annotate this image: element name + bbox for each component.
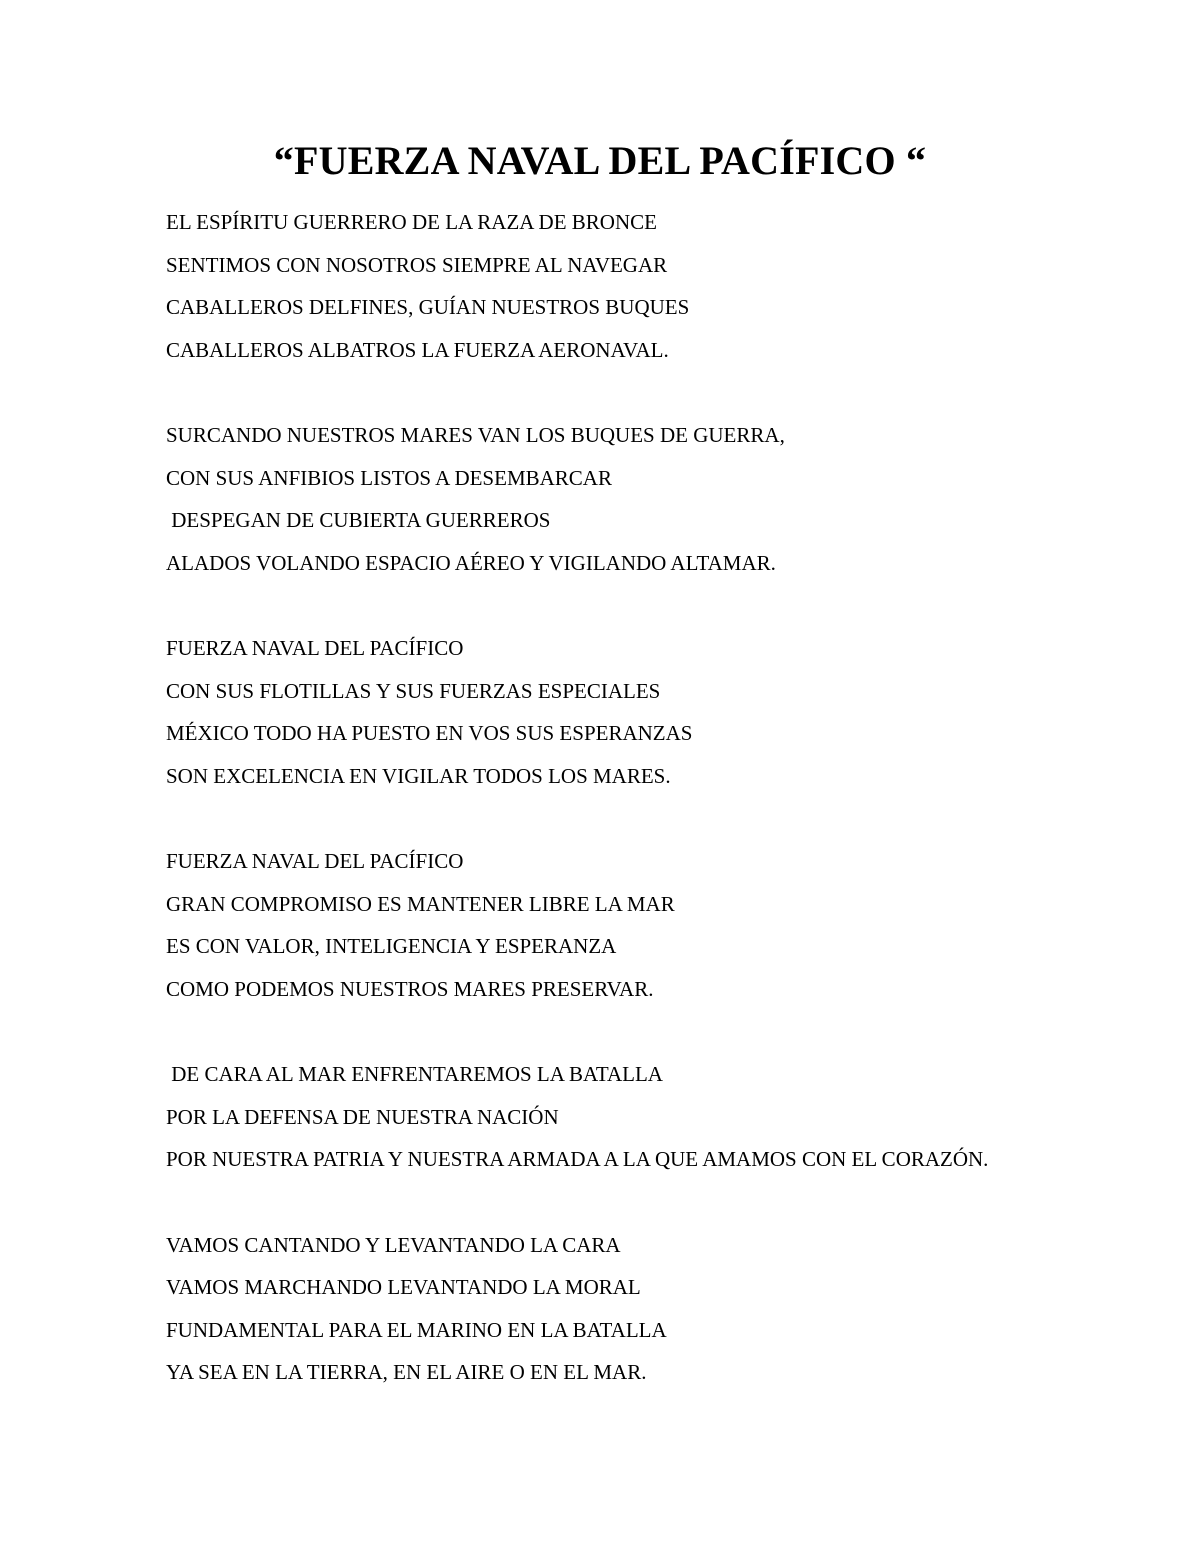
document-title: “FUERZA NAVAL DEL PACÍFICO “: [273, 138, 927, 183]
poem-line: MÉXICO TODO HA PUESTO EN VOS SUS ESPERANZAS: [166, 721, 693, 745]
stanza-3: [166, 627, 1166, 797]
poem-line: DESPEGAN DE CUBIERTA GUERREROS: [166, 508, 551, 532]
poem-line: CABALLEROS DELFINES, GUÍAN NUESTROS BUQUES: [166, 295, 690, 319]
poem-line: FUNDAMENTAL PARA EL MARINO EN LA BATALLA: [166, 1317, 667, 1342]
poem-line: COMO PODEMOS NUESTROS MARES PRESERVAR.: [166, 976, 654, 1001]
poem-line: FUERZA NAVAL DEL PACÍFICO: [166, 636, 464, 660]
poem-line: POR NUESTRA PATRIA Y NUESTRA ARMADA A LA QUE AMAMOS CON EL CORAZÓN.: [166, 1147, 989, 1171]
poem-line: YA SEA EN LA TIERRA, EN EL AIRE O EN EL MAR.: [166, 1360, 647, 1384]
poem-line: VAMOS MARCHANDO LEVANTANDO LA MORAL: [166, 1275, 641, 1299]
stanza-2: [166, 414, 1166, 584]
poem-line: CON SUS ANFIBIOS LISTOS A DESEMBARCAR: [166, 465, 612, 490]
stanza-4: [166, 840, 1166, 1010]
poem-line: ES CON VALOR, INTELIGENCIA Y ESPERANZA: [166, 934, 617, 958]
poem-line: ALADOS VOLANDO ESPACIO AÉREO Y VIGILANDO ALTAMAR.: [166, 550, 776, 575]
poem-line: FUERZA NAVAL DEL PACÍFICO: [166, 849, 464, 873]
stanza-6: [166, 1224, 1166, 1394]
poem-line: VAMOS CANTANDO Y LEVANTANDO LA CARA: [166, 1232, 621, 1257]
poem-line: SURCANDO NUESTROS MARES VAN LOS BUQUES DE GUERRA,: [166, 423, 785, 447]
poem-line: CON SUS FLOTILLAS Y SUS FUERZAS ESPECIALES: [166, 678, 661, 703]
poem-body: [166, 201, 1166, 1437]
poem-line: POR LA DEFENSA DE NUESTRA NACIÓN: [166, 1104, 559, 1129]
stanza-1: [166, 201, 1166, 371]
poem-line: EL ESPÍRITU GUERRERO DE LA RAZA DE BRONCE: [166, 210, 657, 234]
poem-line: CABALLEROS ALBATROS LA FUERZA AERONAVAL.: [166, 337, 669, 362]
poem-line: DE CARA AL MAR ENFRENTAREMOS LA BATALLA: [166, 1062, 663, 1086]
poem-line: SON EXCELENCIA EN VIGILAR TODOS LOS MARES.: [166, 763, 671, 788]
poem-line: GRAN COMPROMISO ES MANTENER LIBRE LA MAR: [166, 891, 675, 916]
poem-line: SENTIMOS CON NOSOTROS SIEMPRE AL NAVEGAR: [166, 252, 668, 277]
stanza-5: [166, 1053, 1166, 1181]
